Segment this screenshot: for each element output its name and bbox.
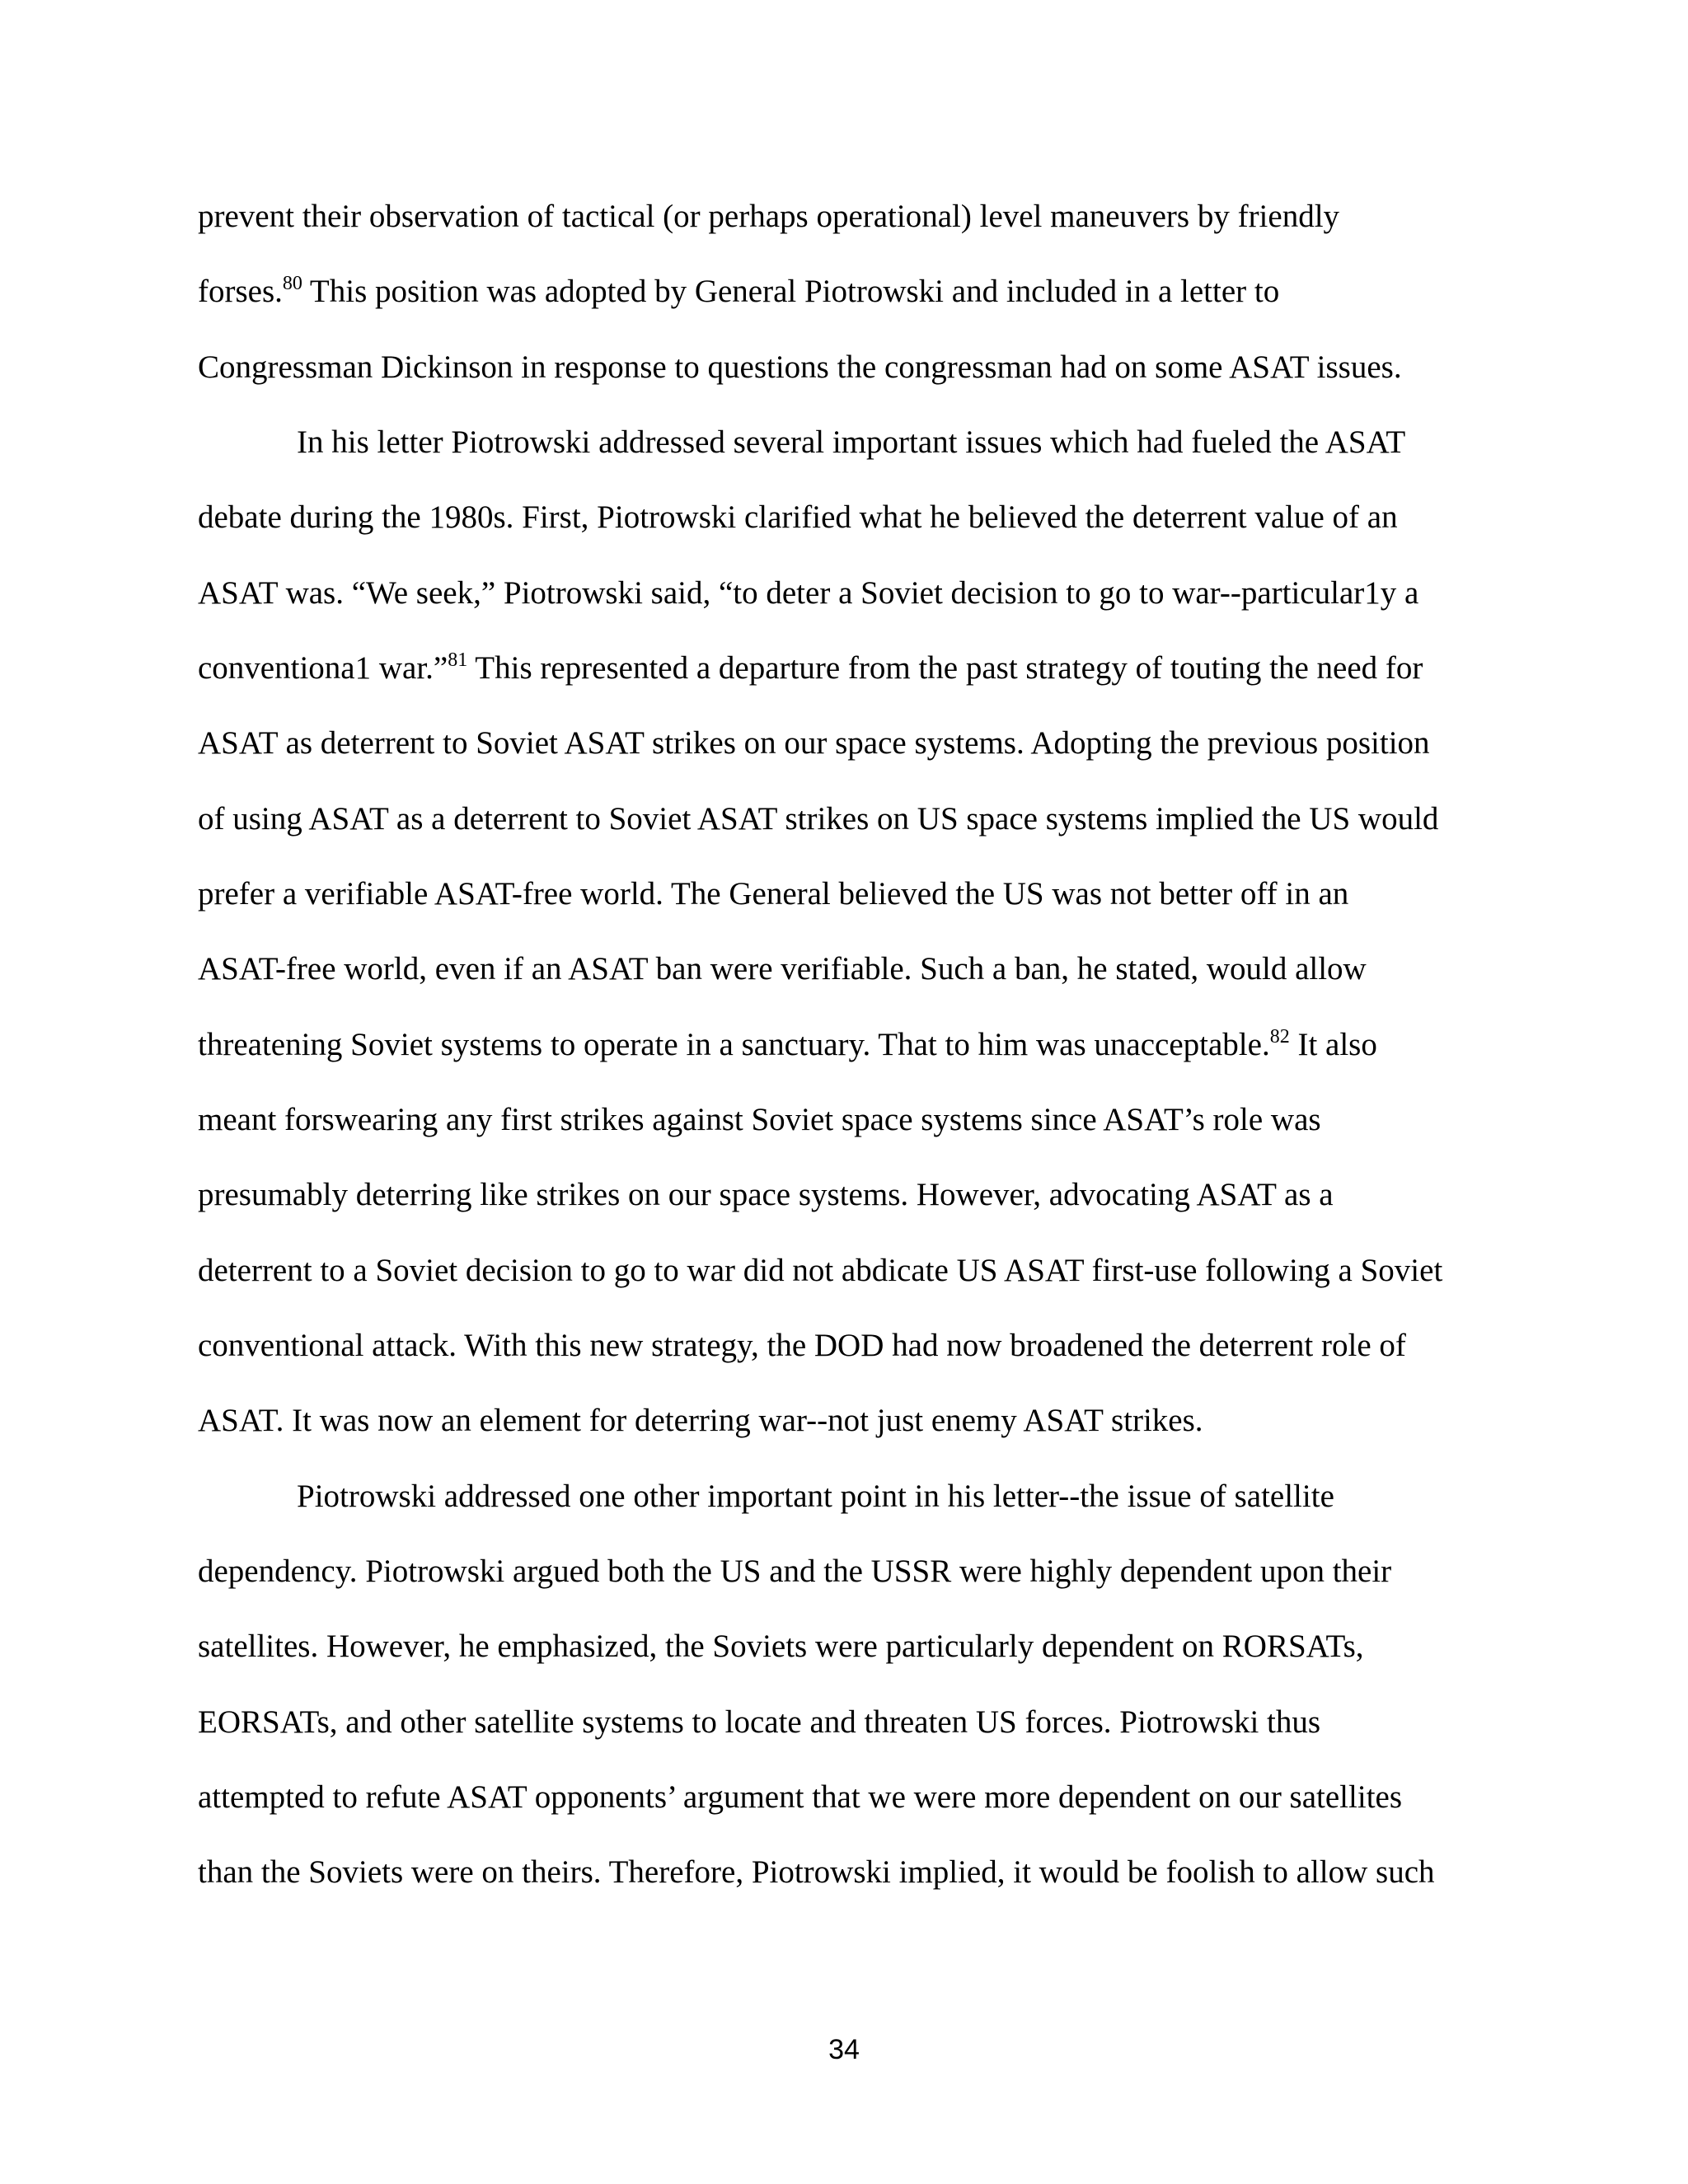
text-line (198, 724, 1430, 762)
text-line (198, 1704, 1320, 1741)
line-text: ASAT-free world, even if an ASAT ban were verifiable. Such a ban, he stated, would allow (198, 951, 1367, 987)
line-text: than the Soviets were on theirs. Therefore, Piotrowski implied, it would be foolish to allow such (198, 1854, 1435, 1890)
text-line (198, 1252, 1442, 1290)
line-text: satellites. However, he emphasized, the Soviets were particularly dependent on RORSATs, (198, 1629, 1364, 1664)
text-line (198, 950, 1367, 988)
footnote-ref-81[interactable]: 81 (448, 649, 468, 671)
text-line (198, 1327, 1406, 1365)
line-text: debate during the 1980s. First, Piotrowski clarified what he believed the deterrent value of an (198, 499, 1398, 535)
text-line (198, 1553, 1391, 1591)
line-text: prefer a verifiable ASAT-free world. The General believed the US was not better off in an (198, 876, 1349, 912)
text-line (198, 800, 1438, 838)
footnote-ref-82[interactable]: 82 (1269, 1026, 1290, 1047)
line-text: EORSATs, and other satellite systems to locate and threaten US forces. Piotrowski thus (198, 1704, 1321, 1740)
line-text: ASAT was. “We seek,” Piotrowski said, “to deter a Soviet decision to go to war--particular1y a (198, 575, 1419, 611)
line-text: Piotrowski addressed one other important point in his letter--the issue of satellite (297, 1479, 1334, 1514)
text-line (198, 499, 1398, 537)
page-number: 34 (828, 2034, 860, 2065)
text-line (198, 1101, 1321, 1139)
text-line (198, 1176, 1334, 1214)
text-line (198, 1026, 1377, 1064)
line-text: Congressman Dickinson in response to questions the congressman had on some ASAT issues. (198, 349, 1402, 385)
line-text: prevent their observation of tactical (or perhaps operational) level maneuvers by friendly (198, 199, 1340, 234)
paragraph-start-line (297, 1478, 1334, 1516)
text-line (198, 574, 1418, 612)
line-text: In his letter Piotrowski addressed several important issues which had fueled the ASAT (297, 424, 1406, 460)
line-text: dependency. Piotrowski argued both the US and the USSR were highly dependent upon their (198, 1554, 1392, 1589)
text-line (198, 349, 1402, 387)
line-text: of using ASAT as a deterrent to Soviet ASAT strikes on US space systems implied the US would (198, 801, 1439, 837)
text-line (198, 198, 1339, 236)
text-line (198, 1402, 1203, 1440)
paragraph-start-line (297, 424, 1405, 462)
text-line (198, 1779, 1402, 1816)
line-text: meant forswearing any first strikes against Soviet space systems since ASAT’s role was (198, 1102, 1321, 1137)
text-line (198, 875, 1348, 913)
line-text-continuation: This represented a departure from the past strategy of touting the need for (467, 650, 1423, 686)
line-text: threatening Soviet systems to operate in a sanctuary. That to him was unacceptable. (198, 1027, 1270, 1062)
line-text: presumably deterring like strikes on our space systems. However, advocating ASAT as a (198, 1177, 1334, 1212)
line-text: ASAT as deterrent to Soviet ASAT strikes on our space systems. Adopting the previous position (198, 725, 1430, 761)
text-line (198, 273, 1279, 311)
line-text: forses. (198, 274, 283, 309)
text-line (198, 649, 1423, 687)
line-text: conventional attack. With this new strategy, the DOD had now broadened the deterrent role of (198, 1328, 1406, 1363)
line-text-continuation: This position was adopted by General Piotrowski and included in a letter to (302, 274, 1280, 309)
line-text-continuation: It also (1289, 1027, 1377, 1062)
text-line (198, 1854, 1435, 1891)
text-line (198, 1628, 1364, 1666)
footnote-ref-80[interactable]: 80 (282, 273, 302, 294)
line-text: deterrent to a Soviet decision to go to war did not abdicate US ASAT first-use following a Soviet (198, 1253, 1443, 1288)
line-text: attempted to refute ASAT opponents’ argument that we were more dependent on our satellites (198, 1779, 1403, 1815)
line-text: conventiona1 war.” (198, 650, 448, 686)
line-text: ASAT. It was now an element for deterring war--not just enemy ASAT strikes. (198, 1403, 1203, 1438)
